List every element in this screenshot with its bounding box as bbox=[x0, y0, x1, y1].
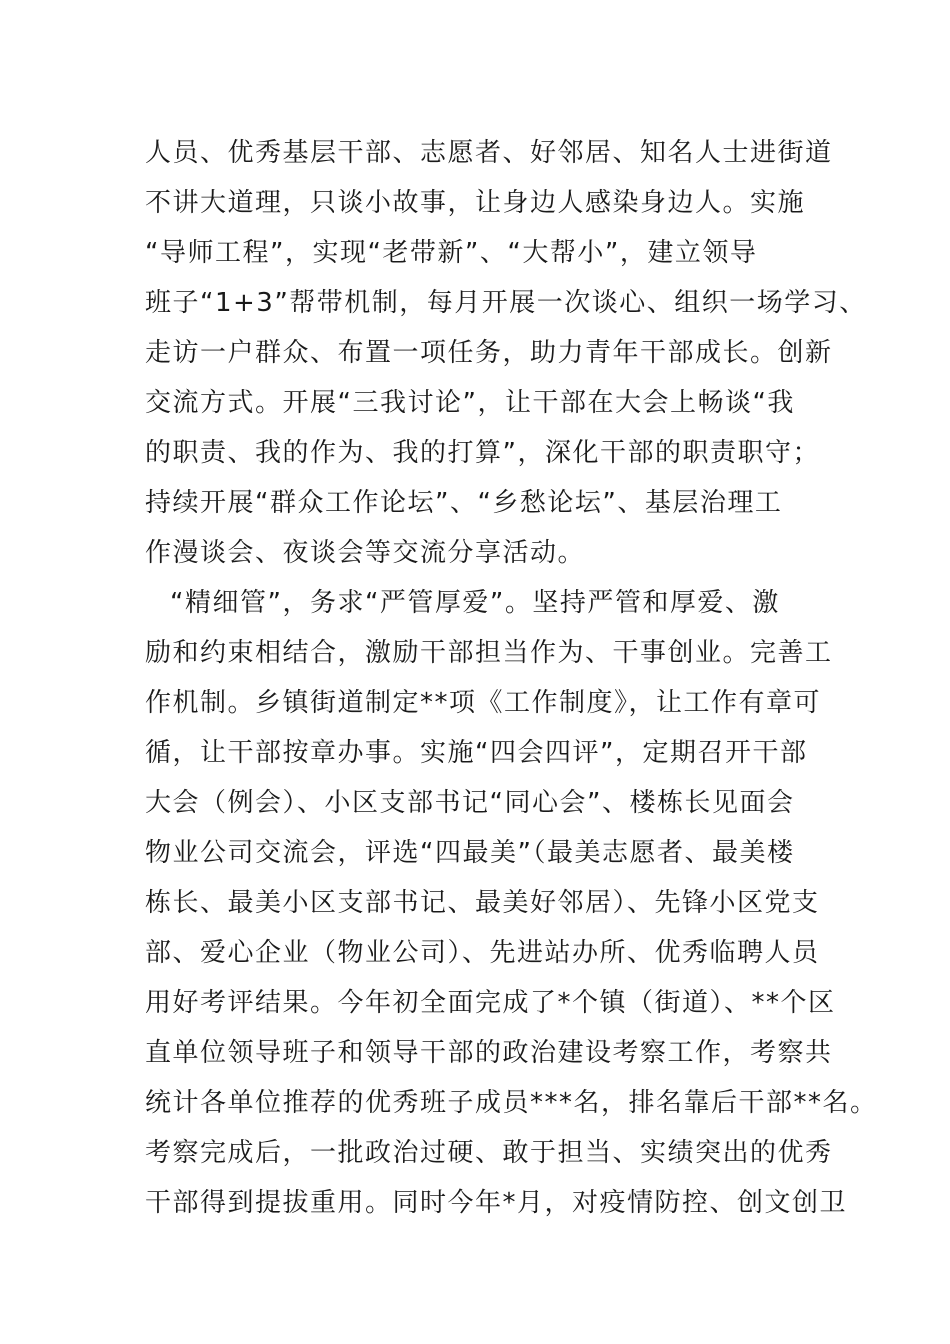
body-text-line: 持续开展“群众工作论坛”、“乡愁论坛”、基层治理工 bbox=[145, 488, 783, 518]
body-text-line: 作机制。乡镇街道制定**项《工作制度》，让工作有章可 bbox=[145, 688, 822, 718]
body-text-line: 的职责、我的作为、我的打算”，深化干部的职责职守； bbox=[145, 438, 820, 468]
body-text-line: 栋长、最美小区支部书记、最美好邻居）、先锋小区党支 bbox=[145, 888, 820, 918]
body-text-line: 干部得到提拔重用。同时今年*月，对疫情防控、创文创卫 bbox=[145, 1188, 848, 1218]
body-text-line: 统计各单位推荐的优秀班子成员***名，排名靠后干部**名。 bbox=[145, 1088, 878, 1118]
body-text-line: 作漫谈会、夜谈会等交流分享活动。 bbox=[145, 538, 586, 568]
body-text-line: 物业公司交流会，评选“四最美”（最美志愿者、最美楼 bbox=[145, 838, 795, 868]
body-text-line: 励和约束相结合，激励干部担当作为、干事创业。完善工 bbox=[145, 638, 833, 668]
body-text-line: 用好考评结果。今年初全面完成了*个镇（街道）、**个区 bbox=[145, 988, 836, 1018]
body-text-line: 走访一户群众、布置一项任务，助力青年干部成长。创新 bbox=[145, 338, 833, 368]
body-text-line: 大会（例会）、小区支部书记“同心会”、楼栋长见面会 bbox=[145, 788, 795, 818]
body-text-line: 部、爱心企业（物业公司）、先进站办所、优秀临聘人员 bbox=[145, 938, 820, 968]
body-text-line: 直单位领导班子和领导干部的政治建设考察工作，考察共 bbox=[145, 1038, 833, 1068]
body-text-line: “导师工程”，实现“老带新”、“大帮小”，建立领导 bbox=[145, 238, 758, 268]
paragraph-first-line: “精细管”，务求“严管厚爱”。坚持严管和厚爱、激 bbox=[170, 588, 780, 618]
body-text-line: 循，让干部按章办事。实施“四会四评”，定期召开干部 bbox=[145, 738, 808, 768]
body-text-line: 不讲大道理，只谈小故事，让身边人感染身边人。实施 bbox=[145, 188, 806, 218]
body-text-line: 考察完成后，一批政治过硬、敢于担当、实绩突出的优秀 bbox=[145, 1138, 833, 1168]
body-text-line: 班子“1+3”帮带机制，每月开展一次谈心、组织一场学习、 bbox=[145, 288, 867, 318]
body-text-line: 交流方式。开展“三我讨论”，让干部在大会上畅谈“我 bbox=[145, 388, 795, 418]
body-text-line: 人员、优秀基层干部、志愿者、好邻居、知名人士进街道 bbox=[145, 138, 833, 168]
